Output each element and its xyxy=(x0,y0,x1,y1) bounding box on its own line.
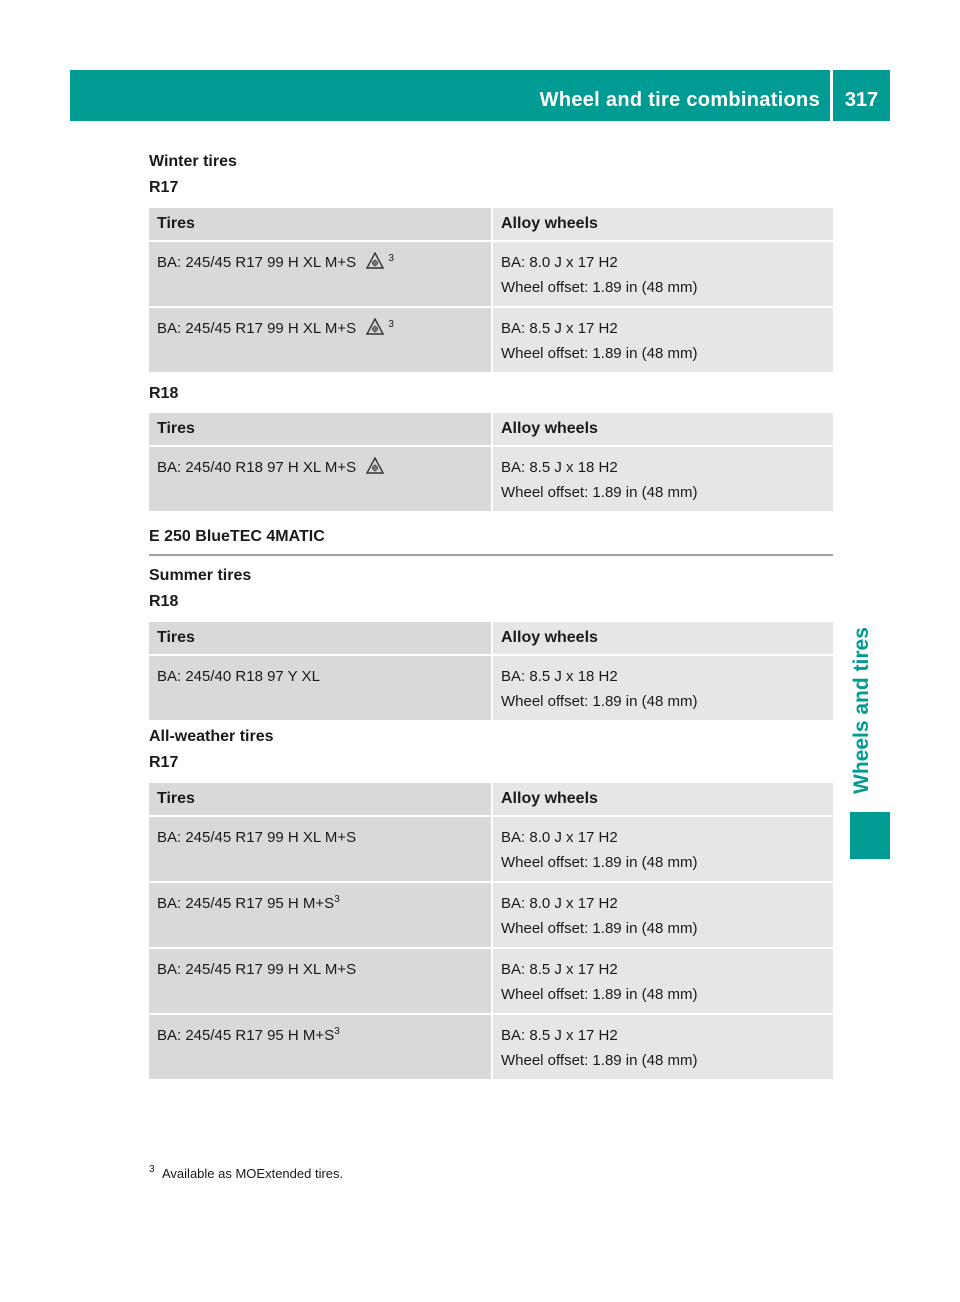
wheel-offset: Wheel offset: 1.89 in (48 mm) xyxy=(501,279,698,296)
all-weather-r17-label: R17 xyxy=(149,754,179,771)
wheel-spec: BA: 8.5 J x 17 H2 xyxy=(501,320,618,337)
col-tires: Tires xyxy=(149,622,491,654)
footnote-mark: 3 xyxy=(149,1164,155,1175)
tire-cell xyxy=(149,1015,491,1079)
tire-spec: BA: 245/45 R17 99 H XL M+S xyxy=(157,961,357,978)
table-row xyxy=(149,656,833,720)
summer-r18-table xyxy=(149,620,833,722)
col-tires: Tires xyxy=(149,413,491,445)
table-row xyxy=(149,883,833,947)
tire-cell xyxy=(149,656,491,720)
table-header-row xyxy=(149,622,833,654)
table-row xyxy=(149,242,833,306)
table-row xyxy=(149,308,833,372)
tire-spec: BA: 245/45 R17 99 H XL M+S xyxy=(157,320,357,337)
wheel-spec: BA: 8.5 J x 18 H2 xyxy=(501,459,618,476)
winter-r17-label: R17 xyxy=(149,179,179,196)
table-header-row xyxy=(149,208,833,240)
wheel-cell xyxy=(491,242,833,306)
wheel-spec: BA: 8.0 J x 17 H2 xyxy=(501,254,618,271)
col-alloy-wheels: Alloy wheels xyxy=(491,208,833,240)
table-row xyxy=(149,1015,833,1079)
summer-r18-label: R18 xyxy=(149,593,179,610)
wheel-spec: BA: 8.0 J x 17 H2 xyxy=(501,829,618,846)
tire-cell xyxy=(149,883,491,947)
page-title: Wheel and tire combinations xyxy=(539,89,820,111)
wheel-cell xyxy=(491,949,833,1013)
snowflake-mountain-icon xyxy=(366,457,384,475)
tire-spec: BA: 245/45 R17 95 H M+S xyxy=(157,1027,335,1044)
wheel-offset: Wheel offset: 1.89 in (48 mm) xyxy=(501,920,698,937)
footnote-ref: 3 xyxy=(388,319,394,330)
page-number: 317 xyxy=(844,89,879,111)
col-alloy-wheels: Alloy wheels xyxy=(491,622,833,654)
wheel-spec: BA: 8.0 J x 17 H2 xyxy=(501,895,618,912)
table-header-row xyxy=(149,783,833,815)
tire-cell xyxy=(149,949,491,1013)
snowflake-mountain-icon xyxy=(366,252,384,270)
wheel-offset: Wheel offset: 1.89 in (48 mm) xyxy=(501,345,698,362)
table-row xyxy=(149,817,833,881)
winter-r17-table xyxy=(149,206,833,374)
wheel-offset: Wheel offset: 1.89 in (48 mm) xyxy=(501,986,698,1003)
tire-spec: BA: 245/40 R18 97 H XL M+S xyxy=(157,459,357,476)
wheel-spec: BA: 8.5 J x 18 H2 xyxy=(501,668,618,685)
col-tires: Tires xyxy=(149,208,491,240)
wheel-spec: BA: 8.5 J x 17 H2 xyxy=(501,1027,618,1044)
side-tab-label: Wheels and tires xyxy=(850,627,873,795)
wheel-cell xyxy=(491,1015,833,1079)
side-tab-marker xyxy=(850,812,890,859)
tire-cell xyxy=(149,242,491,306)
wheel-offset: Wheel offset: 1.89 in (48 mm) xyxy=(501,693,698,710)
wheel-cell xyxy=(491,656,833,720)
footnote-text: Available as MOExtended tires. xyxy=(162,1166,344,1181)
tire-cell xyxy=(149,308,491,372)
table-header-row xyxy=(149,413,833,445)
tire-spec: BA: 245/45 R17 95 H M+S xyxy=(157,895,335,912)
tire-spec: BA: 245/45 R17 99 H XL M+S xyxy=(157,254,357,271)
snowflake-mountain-icon xyxy=(366,318,384,336)
all-weather-tires-heading: All-weather tires xyxy=(149,728,274,745)
winter-r18-table xyxy=(149,411,833,513)
winter-tires-heading: Winter tires xyxy=(149,153,237,170)
col-alloy-wheels: Alloy wheels xyxy=(491,413,833,445)
tire-cell xyxy=(149,447,491,511)
wheel-offset: Wheel offset: 1.89 in (48 mm) xyxy=(501,854,698,871)
winter-r18-label: R18 xyxy=(149,385,179,402)
col-tires: Tires xyxy=(149,783,491,815)
tire-spec: BA: 245/45 R17 99 H XL M+S xyxy=(157,829,357,846)
section-title: E 250 BlueTEC 4MATIC xyxy=(149,528,833,556)
wheel-cell xyxy=(491,447,833,511)
wheel-cell xyxy=(491,883,833,947)
wheel-offset: Wheel offset: 1.89 in (48 mm) xyxy=(501,484,698,501)
table-row xyxy=(149,949,833,1013)
wheel-spec: BA: 8.5 J x 17 H2 xyxy=(501,961,618,978)
wheel-cell xyxy=(491,308,833,372)
footnote-ref: 3 xyxy=(334,894,340,905)
summer-tires-heading: Summer tires xyxy=(149,567,252,584)
wheel-offset: Wheel offset: 1.89 in (48 mm) xyxy=(501,1052,698,1069)
tire-cell xyxy=(149,817,491,881)
all-weather-r17-table xyxy=(149,781,833,1081)
table-row xyxy=(149,447,833,511)
footnote-ref: 3 xyxy=(334,1026,340,1037)
footnote-ref: 3 xyxy=(388,253,394,264)
tire-spec: BA: 245/40 R18 97 Y XL xyxy=(157,668,320,685)
col-alloy-wheels: Alloy wheels xyxy=(491,783,833,815)
wheel-cell xyxy=(491,817,833,881)
